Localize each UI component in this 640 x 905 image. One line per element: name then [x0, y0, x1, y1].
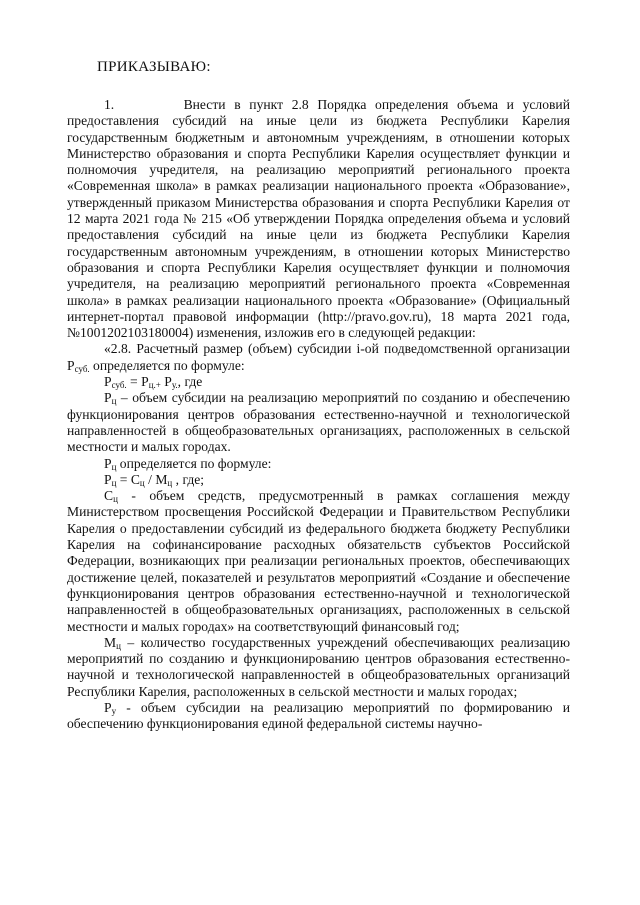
cc-lead: С: [104, 488, 114, 504]
mc-definition: [67, 635, 570, 700]
clause-2-8-paragraph: [67, 341, 570, 374]
pc-lead-sub: ц: [111, 396, 117, 407]
formula-2-term-a: Р: [104, 471, 112, 487]
clause-2-8-subscript: суб.: [74, 363, 90, 374]
pc-definition: [67, 390, 570, 455]
formula-2-tail: , где;: [172, 471, 205, 487]
cc-definition-text: - объем средств, предусмотренный в рамках соглашения между Министерством просвещения Российской Федерации и Правительством Республики Карелия о предоставлении субсидий из федерального бюджета бюджету Республики Карелия на софинансирование расходных обязательств субъектов Российской Федерации, возникающих при реализации региональных проектов, обеспечивающих достижение целей, показателей и результатов мероприятий «Создание и обеспечение функционирования центров образования естественно-научной и технологической направленностей в общеобразовательных организациях, расположенных в сельской местности и малых городах» на соответствующий финансовый год;: [67, 488, 570, 634]
pc-formula-intro: [67, 456, 570, 472]
item-1-paragraph: 1. Внести в пункт 2.8 Порядка определения объема и условий предоставления субсидий на иные цели из бюджета Республики Карелия государственным бюджетным и автономным учреждениям, в отношении которых Министерство образования и спорта Республики Карелия осуществляет функции и полномочия учредителя, на реализацию мероприятий регионального проекта «Современная школа» в рамках реализации национального проекта «Образование», утвержденный приказом Министерства образования и спорта Республики Карелия от 12 марта 2021 года № 215 «Об утверждении Порядка определения объема и условий предоставления субсидий на иные цели из бюджета Республики Карелия государственным автономным учреждениям, в отношении которых Министерство образования и спорта Республики Карелия осуществляет функции и полномочия учредителя, на реализацию мероприятий регионального проекта «Современная школа» в рамках реализации национального проекта «Образование» (Официальный интернет-портал правовой информации (http://pravo.gov.ru), 18 марта 2021 года, №1001202103180004) изменения, изложив его в следующей редакции:: [67, 97, 570, 341]
formula-2-eq: = С: [116, 471, 140, 487]
cc-lead-sub: ц: [113, 494, 118, 505]
clause-2-8-tail: определяется по формуле:: [89, 357, 245, 373]
formula-1-sub-a: суб.: [111, 380, 127, 391]
formula-1-eq: = Р: [126, 374, 149, 390]
formula-2-sub-b: ц: [139, 477, 145, 488]
py-definition: [67, 700, 570, 733]
pc-definition-text: – объем субсидии на реализацию мероприятий по созданию и обеспечению функционирования центров образования естественно-научной и технологической направленностей в общеобразовательных организациях, расположенных в сельской местности и малых городах.: [67, 390, 570, 455]
pc-formula-intro-text: определяется по формуле:: [116, 455, 272, 471]
order-heading: ПРИКАЗЫВАЮ:: [97, 59, 211, 75]
formula-2-div: / М: [144, 471, 168, 487]
mc-lead-sub: ц: [116, 640, 121, 651]
py-definition-text: - объем субсидии на реализацию мероприятий по формированию и обеспечению функционирования единой федеральной системы научно-: [67, 699, 570, 732]
pc-formula-intro-lead: Р: [104, 455, 112, 471]
mc-lead: М: [104, 634, 117, 650]
clause-2-8-text: «2.8. Расчетный размер (объем) субсидии i-ой подведомственной организации Р: [67, 341, 570, 373]
cc-definition: [67, 488, 570, 635]
py-lead-sub: у: [111, 705, 117, 716]
formula-1-sub-c: у.: [171, 380, 178, 391]
formula-1-term-a: Р: [104, 374, 112, 390]
pc-lead: Р: [104, 390, 112, 406]
formula-2-sub-c: ц: [167, 477, 173, 488]
formula-1: [67, 374, 570, 390]
formula-2: [67, 472, 570, 488]
document-body: [67, 97, 570, 733]
formula-1-tail: , где: [177, 374, 203, 390]
py-lead: Р: [104, 699, 112, 715]
mc-definition-text: – количество государственных учреждений обеспечивающих реализацию мероприятий по созданию и функционированию центров образования естественно-научной и технологической направленностей в общеобразовательных организаций Республики Карелия, расположенных в сельской местности и малых городах;: [67, 634, 570, 699]
formula-1-term-c: Р: [160, 374, 172, 390]
formula-2-sub-a: ц: [111, 477, 117, 488]
formula-1-sub-b: ц.+: [148, 380, 161, 391]
pc-formula-intro-sub: ц: [111, 461, 117, 472]
